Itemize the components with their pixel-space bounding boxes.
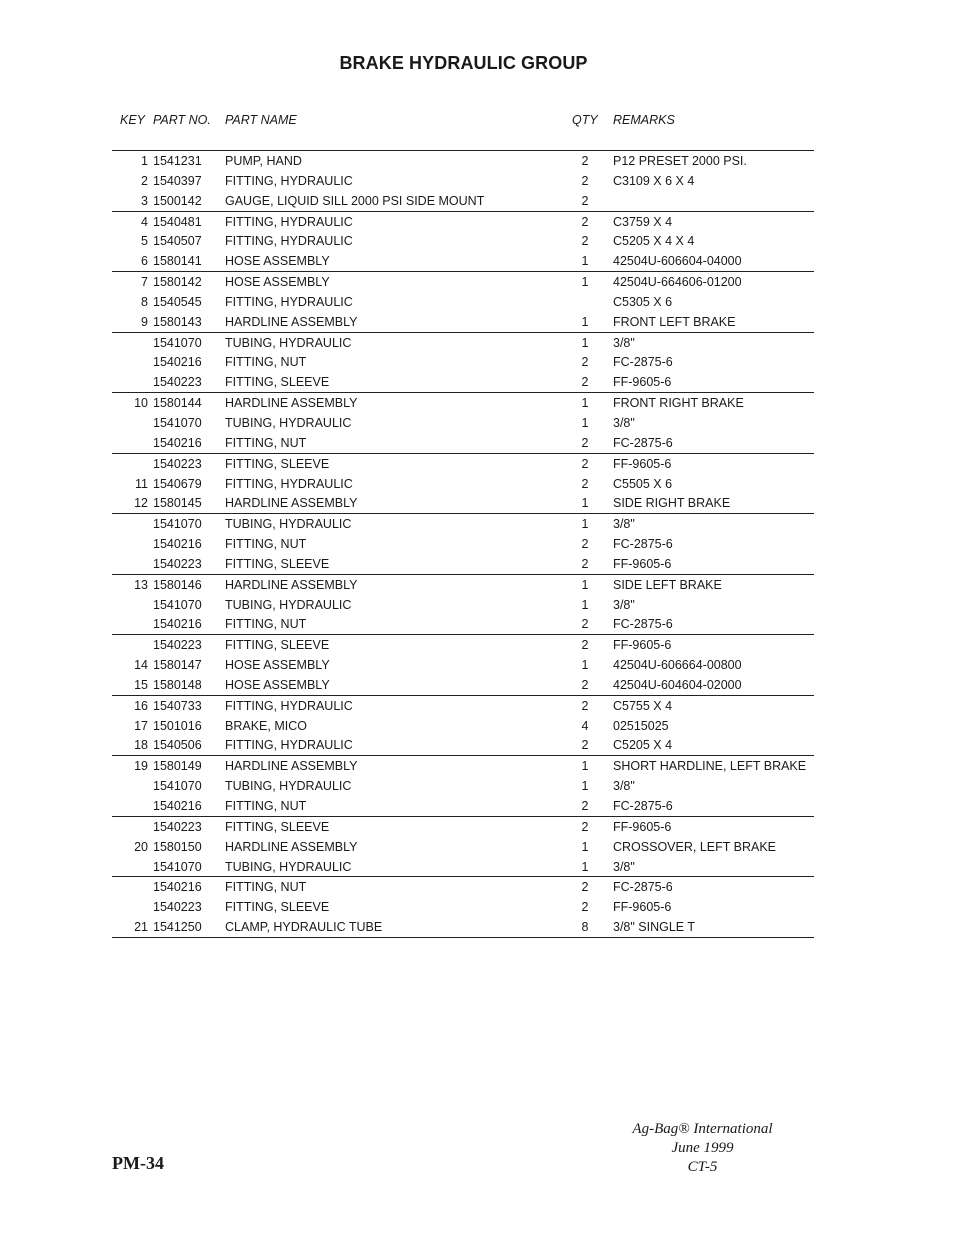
header-remarks: REMARKS	[613, 113, 675, 127]
remarks-cell: C3759 X 4	[613, 214, 673, 229]
parts-table	[112, 150, 814, 938]
footer-publisher	[610, 1120, 795, 1177]
table-row	[112, 513, 814, 534]
part-name-cell: FITTING, NUT	[225, 880, 307, 895]
part-name-cell: TUBING, HYDRAULIC	[225, 859, 352, 874]
table-row	[112, 554, 814, 574]
part-name-cell: FITTING, HYDRAULIC	[225, 698, 353, 713]
part-no-cell: 1541070	[153, 415, 202, 430]
key-cell: 3	[141, 193, 148, 208]
part-no-cell: 1540223	[153, 819, 202, 834]
part-name-cell: HARDLINE ASSEMBLY	[225, 496, 358, 511]
remarks-cell: SHORT HARDLINE, LEFT BRAKE	[613, 759, 807, 774]
key-cell: 11	[135, 476, 148, 491]
part-name-cell: HARDLINE ASSEMBLY	[225, 396, 358, 411]
part-name-cell: GAUGE, LIQUID SILL 2000 PSI SIDE MOUNT	[225, 193, 485, 208]
qty-cell: 1	[581, 396, 589, 411]
page-number: PM-34	[112, 1153, 164, 1173]
table-row	[112, 755, 814, 776]
footer-company: Ag-Bag® International	[632, 1121, 773, 1137]
table-row	[112, 917, 814, 938]
part-no-cell: 1540223	[153, 375, 202, 390]
qty-cell: 1	[581, 859, 589, 874]
remarks-cell: 42504U-664606-01200	[613, 275, 742, 290]
key-cell: 16	[134, 698, 148, 713]
key-cell: 6	[141, 254, 148, 269]
part-no-cell: 1580144	[153, 396, 202, 411]
part-no-cell: 1540679	[153, 476, 202, 491]
table-row	[112, 271, 814, 292]
page-title: BRAKE HYDRAULIC GROUP	[339, 53, 588, 73]
part-no-cell: 1580148	[153, 677, 202, 692]
qty-cell: 2	[581, 880, 589, 895]
table-row	[112, 312, 814, 332]
remarks-cell: C5205 X 4 X 4	[613, 234, 695, 249]
part-no-cell: 1580141	[153, 254, 202, 269]
footer-date: June 1999	[671, 1140, 734, 1156]
qty-cell: 1	[581, 839, 589, 854]
part-name-cell: FITTING, SLEEVE	[225, 638, 330, 653]
part-name-cell: TUBING, HYDRAULIC	[225, 335, 352, 350]
table-row	[112, 211, 814, 232]
key-cell: 10	[134, 396, 148, 411]
qty-cell: 2	[581, 234, 589, 249]
part-name-cell: HOSE ASSEMBLY	[225, 677, 330, 692]
remarks-cell: FC-2875-6	[613, 799, 673, 813]
qty-cell: 2	[581, 677, 589, 692]
part-no-cell: 1540223	[153, 456, 202, 471]
key-cell: 2	[141, 173, 148, 188]
part-no-cell: 1580149	[153, 759, 202, 774]
qty-cell: 2	[581, 375, 589, 390]
qty-cell: 8	[581, 920, 589, 935]
qty-cell: 2	[581, 900, 589, 915]
table-row	[112, 776, 814, 796]
table-row	[112, 231, 814, 251]
part-name-cell: TUBING, HYDRAULIC	[225, 517, 352, 532]
part-no-cell: 1540223	[153, 638, 202, 653]
part-no-cell: 1541070	[153, 335, 202, 350]
part-name-cell: HOSE ASSEMBLY	[225, 254, 330, 269]
part-name-cell: FITTING, HYDRAULIC	[225, 738, 353, 753]
qty-cell: 1	[581, 759, 589, 774]
qty-cell: 2	[581, 193, 589, 208]
part-name-cell: FITTING, NUT	[225, 435, 307, 450]
qty-cell: 2	[581, 456, 589, 471]
table-row	[112, 655, 814, 675]
remarks-cell: 3/8"	[613, 779, 635, 794]
qty-cell: 2	[581, 537, 589, 552]
part-no-cell: 1540216	[153, 880, 202, 895]
key-cell: 21	[134, 920, 148, 935]
part-no-cell: 1541250	[153, 920, 202, 935]
table-row	[112, 474, 814, 494]
remarks-cell: FC-2875-6	[613, 435, 673, 450]
part-name-cell: FITTING, HYDRAULIC	[225, 214, 353, 229]
remarks-cell: FF-9605-6	[613, 819, 672, 834]
part-name-cell: PUMP, HAND	[225, 154, 302, 168]
table-row	[112, 534, 814, 554]
remarks-cell: FC-2875-6	[613, 880, 673, 895]
table-row	[112, 716, 814, 736]
qty-cell: 2	[581, 173, 589, 188]
part-no-cell: 1541070	[153, 779, 202, 794]
table-row	[112, 614, 814, 634]
remarks-cell: 3/8"	[613, 597, 635, 612]
part-no-cell: 1540216	[153, 537, 202, 552]
table-row	[112, 453, 814, 474]
remarks-cell: FF-9605-6	[613, 900, 672, 915]
part-name-cell: FITTING, SLEEVE	[225, 375, 330, 390]
part-name-cell: FITTING, HYDRAULIC	[225, 173, 353, 188]
remarks-cell: 02515025	[613, 718, 669, 733]
part-no-cell: 1580146	[153, 577, 202, 592]
part-no-cell: 1580147	[153, 658, 202, 673]
remarks-cell: FRONT LEFT BRAKE	[613, 314, 736, 329]
remarks-cell: 42504U-606664-00800	[613, 658, 742, 673]
remarks-cell: SIDE LEFT BRAKE	[613, 577, 722, 592]
table-row	[112, 675, 814, 695]
table-row	[112, 595, 814, 615]
table-row	[112, 171, 814, 191]
qty-cell: 2	[581, 556, 589, 571]
key-cell: 8	[141, 294, 148, 309]
table-row	[112, 372, 814, 392]
part-name-cell: HARDLINE ASSEMBLY	[225, 759, 358, 774]
part-no-cell: 1541070	[153, 597, 202, 612]
remarks-cell: 42504U-604604-02000	[613, 677, 742, 692]
qty-cell: 2	[581, 355, 589, 370]
part-no-cell: 1540545	[153, 294, 202, 309]
qty-cell: 2	[581, 819, 589, 834]
qty-cell: 2	[581, 698, 589, 713]
part-no-cell: 1540507	[153, 234, 202, 249]
part-name-cell: CLAMP, HYDRAULIC TUBE	[225, 920, 383, 935]
table-row	[112, 332, 814, 353]
remarks-cell: FC-2875-6	[613, 537, 673, 552]
remarks-cell: 3/8"	[613, 859, 635, 874]
key-cell: 18	[134, 738, 148, 753]
part-name-cell: FITTING, NUT	[225, 537, 307, 552]
part-name-cell: HARDLINE ASSEMBLY	[225, 577, 358, 592]
part-name-cell: HOSE ASSEMBLY	[225, 275, 330, 290]
remarks-cell: FRONT RIGHT BRAKE	[613, 396, 744, 411]
qty-cell: 1	[581, 597, 589, 612]
header-part-no: PART NO.	[153, 113, 211, 127]
table-row	[112, 897, 814, 917]
key-cell: 7	[141, 275, 148, 290]
part-name-cell: FITTING, HYDRAULIC	[225, 294, 353, 309]
part-no-cell: 1541231	[153, 154, 202, 168]
part-no-cell: 1580143	[153, 314, 202, 329]
part-no-cell: 1540216	[153, 355, 202, 370]
table-row	[112, 796, 814, 816]
part-name-cell: HARDLINE ASSEMBLY	[225, 839, 358, 854]
table-row	[112, 876, 814, 897]
qty-cell: 4	[581, 718, 589, 733]
remarks-cell: C5505 X 6	[613, 476, 673, 491]
remarks-cell: FC-2875-6	[613, 355, 673, 370]
qty-cell: 2	[581, 799, 589, 813]
key-cell: 17	[134, 718, 148, 733]
part-no-cell: 1540733	[153, 698, 202, 713]
table-row	[112, 352, 814, 372]
part-no-cell: 1580150	[153, 839, 202, 854]
remarks-cell: SIDE RIGHT BRAKE	[613, 496, 731, 511]
part-no-cell: 1540481	[153, 214, 202, 229]
table-row	[112, 837, 814, 857]
table-row	[112, 150, 814, 171]
header-part-name: PART NAME	[225, 113, 297, 127]
table-row	[112, 251, 814, 271]
remarks-cell: C5305 X 6	[613, 294, 673, 309]
part-name-cell: FITTING, SLEEVE	[225, 819, 330, 834]
part-no-cell: 1540223	[153, 900, 202, 915]
part-name-cell: FITTING, SLEEVE	[225, 900, 330, 915]
table-row	[112, 433, 814, 453]
part-name-cell: FITTING, SLEEVE	[225, 456, 330, 471]
part-name-cell: TUBING, HYDRAULIC	[225, 597, 352, 612]
part-name-cell: TUBING, HYDRAULIC	[225, 779, 352, 794]
qty-cell: 2	[581, 738, 589, 753]
qty-cell: 1	[581, 658, 589, 673]
part-no-cell: 1541070	[153, 517, 202, 532]
remarks-cell: 3/8"	[613, 517, 635, 532]
qty-cell: 2	[581, 638, 589, 653]
qty-cell: 1	[581, 577, 589, 592]
table-row	[112, 634, 814, 655]
remarks-cell: FF-9605-6	[613, 456, 672, 471]
key-cell: 14	[134, 658, 148, 673]
part-name-cell: HOSE ASSEMBLY	[225, 658, 330, 673]
qty-cell: 1	[581, 415, 589, 430]
table-row	[112, 857, 814, 877]
qty-cell: 2	[581, 435, 589, 450]
part-name-cell: FITTING, NUT	[225, 355, 307, 370]
part-no-cell: 1580145	[153, 496, 202, 511]
remarks-cell: FF-9605-6	[613, 375, 672, 390]
remarks-cell: 3/8"	[613, 335, 635, 350]
key-cell: 19	[134, 759, 148, 774]
part-no-cell: 1540216	[153, 617, 202, 632]
remarks-cell: 42504U-606604-04000	[613, 254, 742, 269]
part-name-cell: TUBING, HYDRAULIC	[225, 415, 352, 430]
table-row	[112, 493, 814, 513]
part-name-cell: FITTING, NUT	[225, 799, 307, 813]
part-no-cell: 1541070	[153, 859, 202, 874]
qty-cell: 2	[581, 214, 589, 229]
key-cell: 12	[134, 496, 148, 511]
part-name-cell: BRAKE, MICO	[225, 718, 307, 733]
qty-cell: 1	[581, 779, 589, 794]
qty-cell: 1	[581, 314, 589, 329]
part-name-cell: FITTING, HYDRAULIC	[225, 234, 353, 249]
part-no-cell: 1500142	[153, 193, 202, 208]
remarks-cell: CROSSOVER, LEFT BRAKE	[613, 839, 777, 854]
remarks-cell: C3109 X 6 X 4	[613, 173, 695, 188]
part-name-cell: HARDLINE ASSEMBLY	[225, 314, 358, 329]
part-name-cell: FITTING, HYDRAULIC	[225, 476, 353, 491]
qty-cell: 1	[581, 275, 589, 290]
remarks-cell: FF-9605-6	[613, 556, 672, 571]
table-row	[112, 292, 814, 312]
header-key: KEY	[120, 113, 146, 127]
remarks-cell: P12 PRESET 2000 PSI.	[613, 154, 747, 168]
key-cell: 9	[141, 314, 148, 329]
qty-cell: 1	[581, 517, 589, 532]
remarks-cell: 3/8"	[613, 415, 635, 430]
part-no-cell: 1501016	[153, 718, 202, 733]
key-cell: 4	[141, 214, 148, 229]
qty-cell: 2	[581, 617, 589, 632]
table-row	[112, 816, 814, 837]
part-name-cell: FITTING, SLEEVE	[225, 556, 330, 571]
key-cell: 20	[134, 839, 148, 854]
part-no-cell: 1540506	[153, 738, 202, 753]
table-row	[112, 735, 814, 755]
table-row	[112, 392, 814, 413]
header-qty: QTY	[572, 113, 598, 127]
remarks-cell: FC-2875-6	[613, 617, 673, 632]
remarks-cell: 3/8" SINGLE T	[613, 920, 696, 935]
qty-cell: 1	[581, 496, 589, 511]
table-row	[112, 695, 814, 716]
footer-model: CT-5	[687, 1159, 718, 1175]
part-no-cell: 1540216	[153, 435, 202, 450]
remarks-cell: C5205 X 4	[613, 738, 673, 753]
part-no-cell: 1540223	[153, 556, 202, 571]
key-cell: 5	[141, 234, 148, 249]
part-no-cell: 1540216	[153, 799, 202, 813]
table-row	[112, 574, 814, 595]
part-name-cell: FITTING, NUT	[225, 617, 307, 632]
part-no-cell: 1540397	[153, 173, 202, 188]
qty-cell: 1	[581, 254, 589, 269]
key-cell: 1	[141, 154, 148, 168]
table-row	[112, 413, 814, 433]
remarks-cell: FF-9605-6	[613, 638, 672, 653]
key-cell: 15	[134, 677, 148, 692]
qty-cell: 2	[581, 154, 589, 168]
part-no-cell: 1580142	[153, 275, 202, 290]
qty-cell: 2	[581, 476, 589, 491]
key-cell: 13	[134, 577, 148, 592]
remarks-cell: C5755 X 4	[613, 698, 673, 713]
qty-cell: 1	[581, 335, 589, 350]
table-row	[112, 191, 814, 211]
